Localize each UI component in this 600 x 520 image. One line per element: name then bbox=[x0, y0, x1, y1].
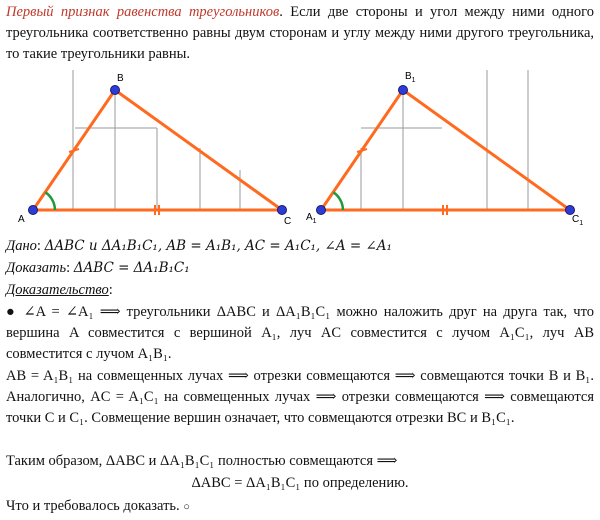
proof-paragraph-2: AB = A₁B₁ на совмещенных лучах ⟹ отрезки совмещаются ⟹ совмещаются точки B и B₁. Аналогично, AC = A₁C₁ на совмещенных лучах ⟹ отрезки совмещаются ⟹ совмещаются точки C и C₁. Совмещение вершин означает, что совмещаются отрезки BC и B₁C₁. bbox=[6, 368, 594, 426]
triangle1-angle-arc bbox=[45, 192, 55, 210]
theorem-intro bbox=[6, 2, 594, 65]
proof-paragraph-1: ● ∠A = ∠A₁ ⟹ треугольники ΔABC и ΔA₁B₁C₁ можно наложить друг на друга так, что вершина A совместится с вершиной A₁, луч AC совместится с лучом A₁C₁, луч AB совместится с лучом A₁B₁. bbox=[6, 304, 594, 362]
theorem-name: Первый признак равенства треугольников bbox=[6, 4, 280, 20]
label-c1: $C_1$ bbox=[572, 214, 584, 227]
prove-statement: ΔABC = ΔA₁B₁C₁ bbox=[73, 260, 190, 276]
vertex-a1 bbox=[317, 206, 326, 215]
label-b1: $B_1$ bbox=[405, 71, 416, 84]
given-statement: ΔABC и ΔA₁B₁C₁, AB = A₁B₁, AC = A₁C₁, ∠A = ∠A₁ bbox=[44, 238, 392, 254]
label-c: C bbox=[284, 216, 292, 227]
vertex-b bbox=[111, 86, 120, 95]
triangle2-angle-arc bbox=[333, 192, 343, 210]
given-label: Дано bbox=[6, 238, 37, 254]
triangle2-grid bbox=[361, 70, 528, 210]
proof-label: Доказательство bbox=[6, 282, 109, 298]
triangle1 bbox=[18, 73, 291, 227]
proof-conclusion: Что и требовалось доказать. ○ bbox=[6, 498, 190, 514]
vertex-b1 bbox=[399, 86, 408, 95]
label-b: B bbox=[117, 73, 124, 84]
proof-heading: Доказательство: bbox=[6, 282, 113, 298]
triangle2-sides bbox=[321, 90, 570, 210]
label-a: A bbox=[18, 214, 25, 225]
qed-icon: ○ bbox=[183, 501, 190, 513]
prove-line: Доказать: ΔABC = ΔA₁B₁C₁ bbox=[6, 260, 190, 276]
triangle2 bbox=[306, 71, 583, 227]
bullet: ● bbox=[6, 304, 18, 320]
given-line: Дано: ΔABC и ΔA₁B₁C₁, AB = A₁B₁, AC = A₁C₁, ∠A = ∠A₁ bbox=[6, 238, 392, 254]
triangle1-grid bbox=[73, 70, 240, 210]
label-a1: $A_1$ bbox=[306, 212, 317, 225]
theorem-text: . Если две стороны и угол между ними одного треугольника соответственно равны двум сторонам и углу между ними другого треугольника, то такие треугольники равны. bbox=[6, 4, 594, 62]
triangles-figure bbox=[0, 62, 600, 232]
prove-label: Доказать bbox=[6, 260, 67, 276]
proof-result: ΔABC = ΔA₁B₁C₁ по определению. bbox=[191, 475, 409, 491]
vertex-a bbox=[29, 206, 38, 215]
proof-paragraph-3: Таким образом, ΔABC и ΔA₁B₁C₁ полностью совмещаются ⟹ bbox=[6, 453, 398, 469]
vertex-c bbox=[278, 206, 287, 215]
